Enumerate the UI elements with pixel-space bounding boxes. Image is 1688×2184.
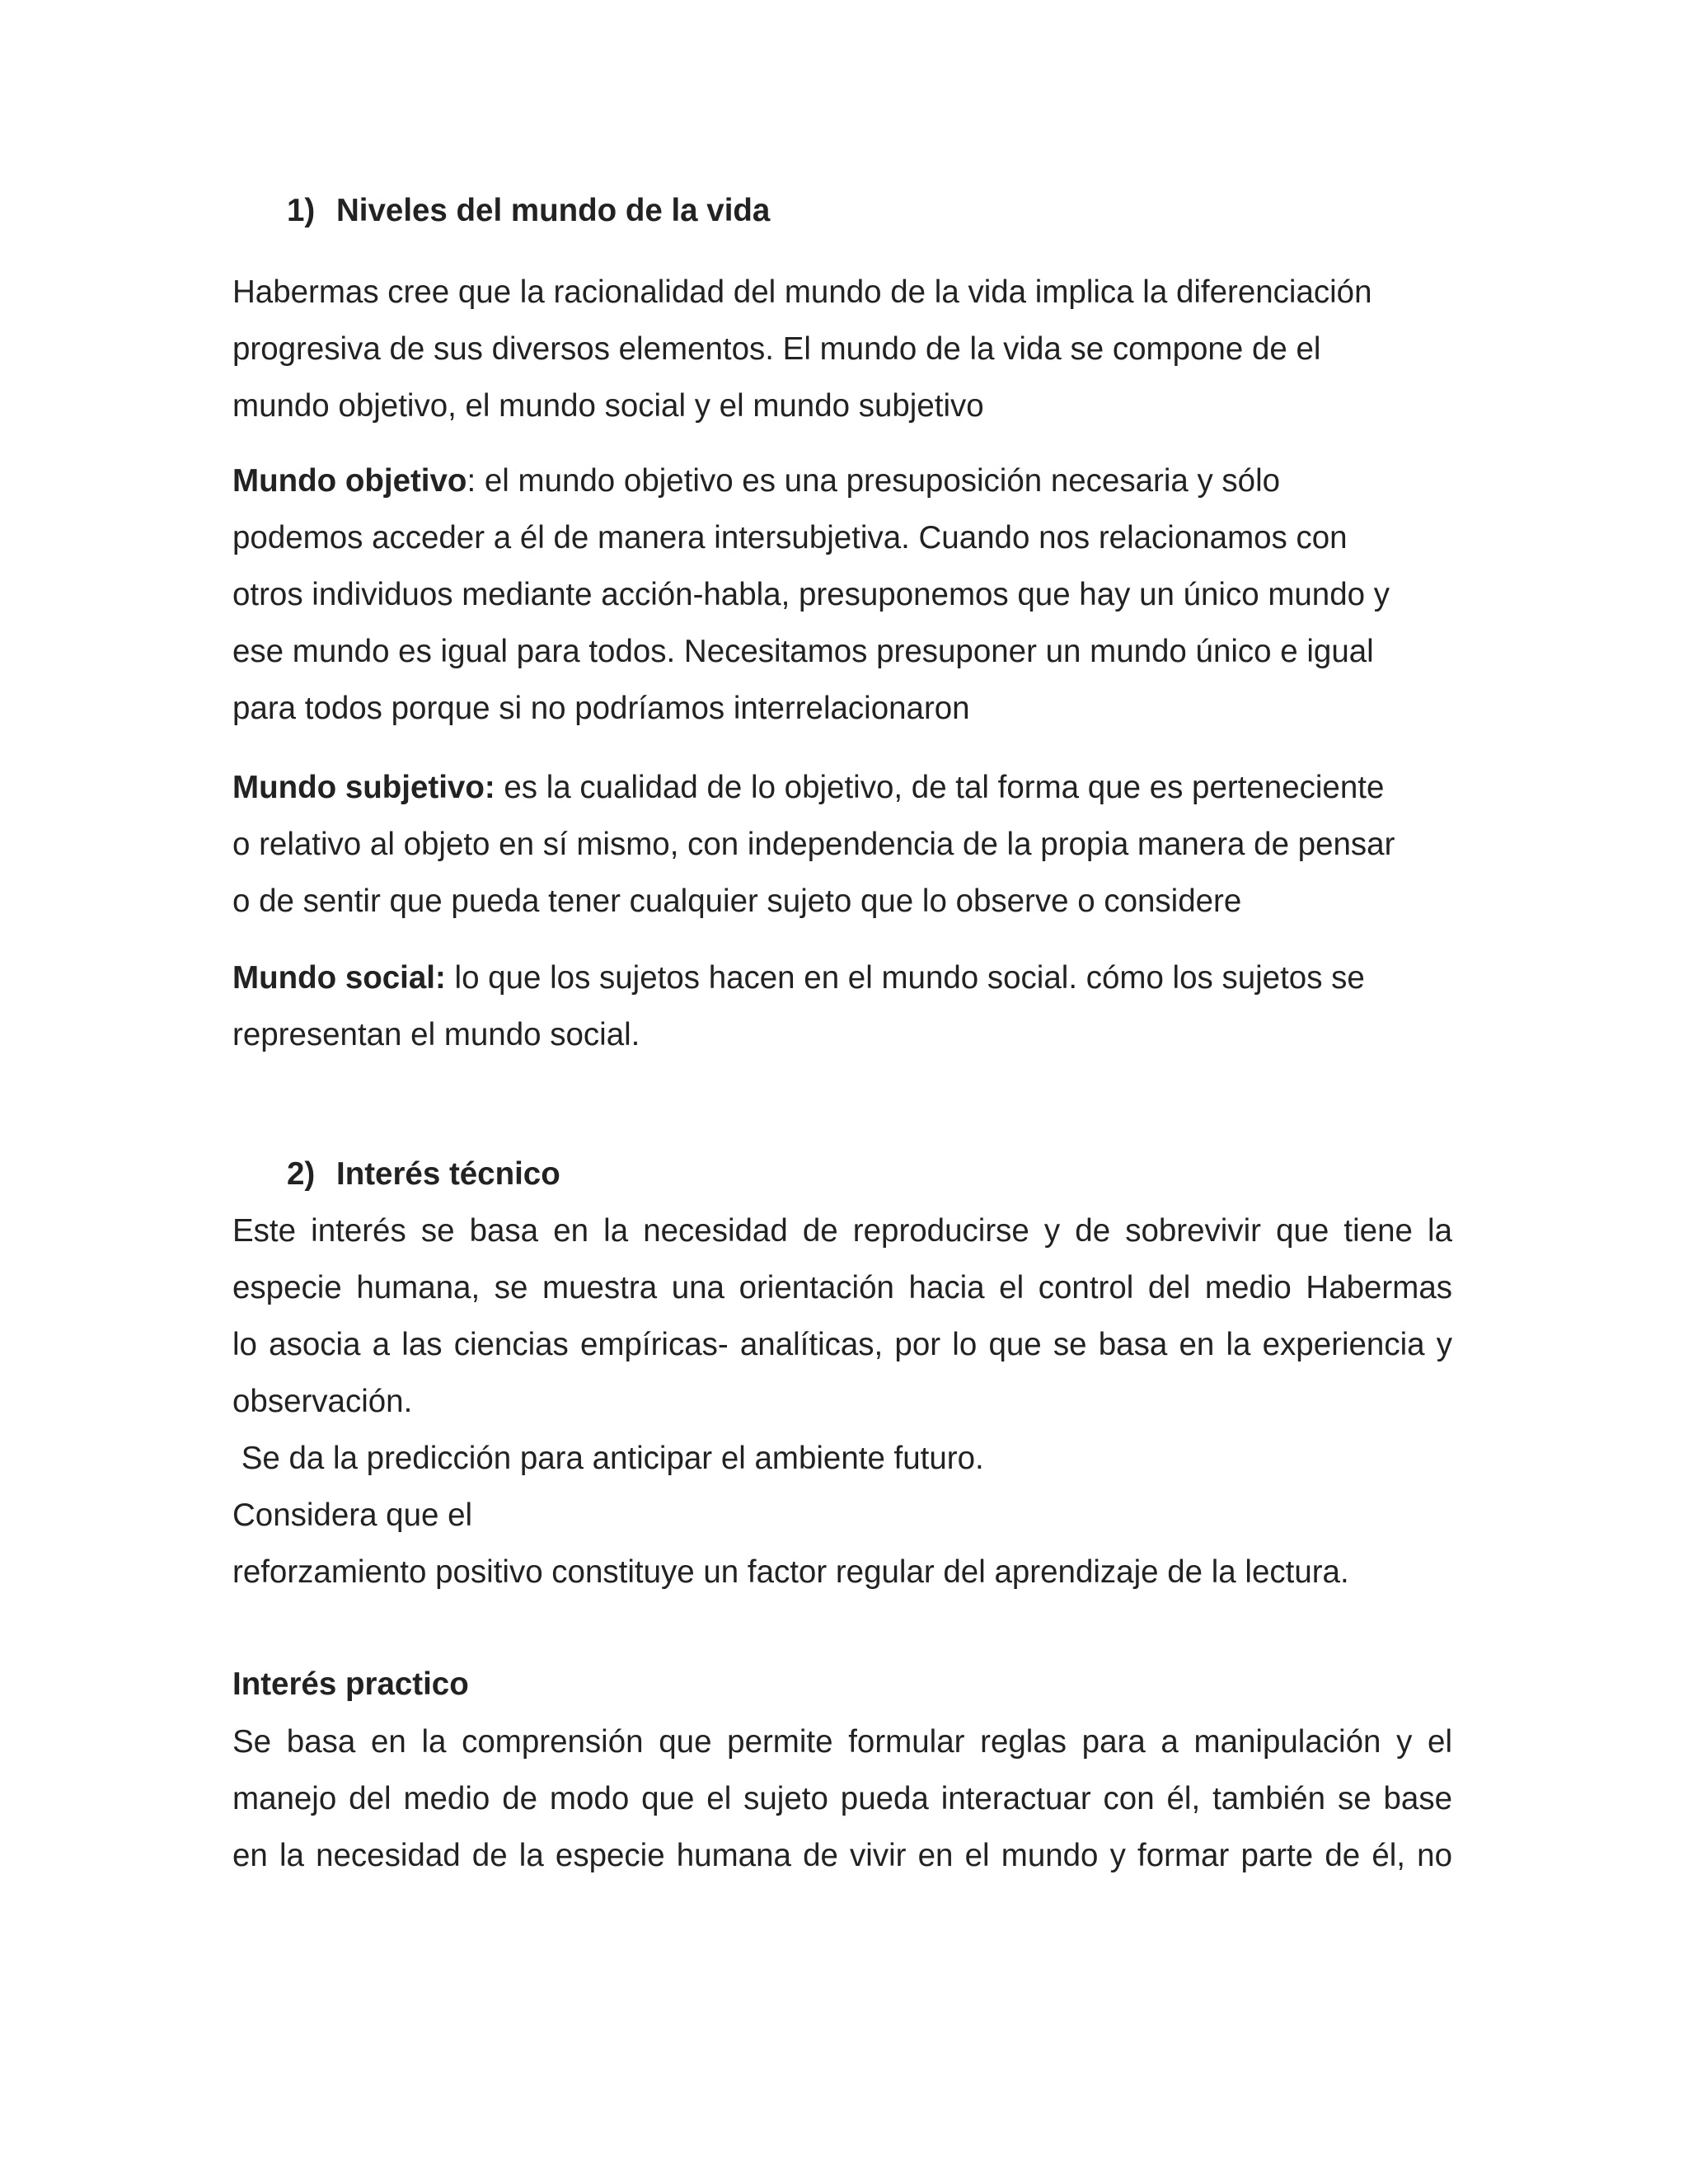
- paragraph-line: mundo objetivo, el mundo social y el mundo subjetivo: [232, 388, 984, 424]
- section-number: 1): [287, 193, 316, 228]
- paragraph-line: Se da la predicción para anticipar el ambiente futuro.: [232, 1441, 984, 1476]
- paragraph-line: manejo del medio de modo que el sujeto pueda interactuar con él, también se base: [232, 1781, 1452, 1816]
- section-heading-2: [287, 1146, 560, 1202]
- term-label: Mundo objetivo: [232, 463, 467, 499]
- paragraph-line: Este interés se basa en la necesidad de reproducirse y de sobrevivir que tiene la: [232, 1213, 1452, 1249]
- paragraph-line: Habermas cree que la racionalidad del mundo de la vida implica la diferenciación: [232, 274, 1372, 310]
- section-title: Interés técnico: [336, 1156, 560, 1192]
- paragraph-line: [232, 759, 1452, 816]
- definition-text: : el mundo objetivo es una presuposición necesaria y sólo: [467, 463, 1281, 499]
- term-label: Mundo social:: [232, 960, 446, 996]
- paragraph-line: [232, 452, 1452, 509]
- paragraph-line: lo asocia a las ciencias empíricas- analíticas, por lo que se basa en la experiencia y: [232, 1327, 1452, 1362]
- paragraph-line: especie humana, se muestra una orientación hacia el control del medio Habermas: [232, 1270, 1452, 1305]
- paragraph-line: observación.: [232, 1384, 413, 1419]
- paragraph-line: ese mundo es igual para todos. Necesitamos presuponer un mundo único e igual: [232, 634, 1374, 669]
- paragraph-line: para todos porque si no podríamos interrelacionaron: [232, 691, 970, 726]
- intro-paragraph: [232, 264, 1452, 434]
- section-heading-3: [232, 1656, 469, 1713]
- term-label: Mundo subjetivo:: [232, 770, 495, 805]
- paragraph-line: o de sentir que pueda tener cualquier sujeto que lo observe o considere: [232, 883, 1242, 919]
- paragraph-line: [232, 949, 1452, 1006]
- mundo-objetivo-paragraph: [232, 452, 1452, 737]
- section-title: Niveles del mundo de la vida: [336, 193, 771, 228]
- section-title: Interés practico: [232, 1666, 469, 1702]
- paragraph-line: Considera que el: [232, 1497, 473, 1533]
- paragraph-line: reforzamiento positivo constituye un factor regular del aprendizaje de la lectura.: [232, 1554, 1349, 1590]
- paragraph-line: progresiva de sus diversos elementos. El mundo de la vida se compone de el: [232, 331, 1321, 367]
- paragraph-line: representan el mundo social.: [232, 1017, 640, 1052]
- definition-text: es la cualidad de lo objetivo, de tal forma que es perteneciente: [495, 770, 1385, 805]
- paragraph-line: podemos acceder a él de manera intersubjetiva. Cuando nos relacionamos con: [232, 520, 1348, 555]
- paragraph-line: otros individuos mediante acción-habla, presuponemos que hay un único mundo y: [232, 577, 1390, 612]
- mundo-subjetivo-paragraph: [232, 759, 1452, 930]
- definition-text: lo que los sujetos hacen en el mundo social. cómo los sujetos se: [445, 960, 1365, 996]
- section-heading-1: [287, 182, 770, 239]
- mundo-social-paragraph: [232, 949, 1452, 1063]
- interes-tecnico-paragraph: [232, 1202, 1452, 1601]
- paragraph-line: o relativo al objeto en sí mismo, con independencia de la propia manera de pensar: [232, 827, 1395, 862]
- section-number: 2): [287, 1156, 316, 1192]
- paragraph-line: Se basa en la comprensión que permite formular reglas para a manipulación y el: [232, 1724, 1452, 1760]
- interes-practico-paragraph: [232, 1713, 1452, 1884]
- paragraph-line: en la necesidad de la especie humana de vivir en el mundo y formar parte de él, no: [232, 1838, 1452, 1873]
